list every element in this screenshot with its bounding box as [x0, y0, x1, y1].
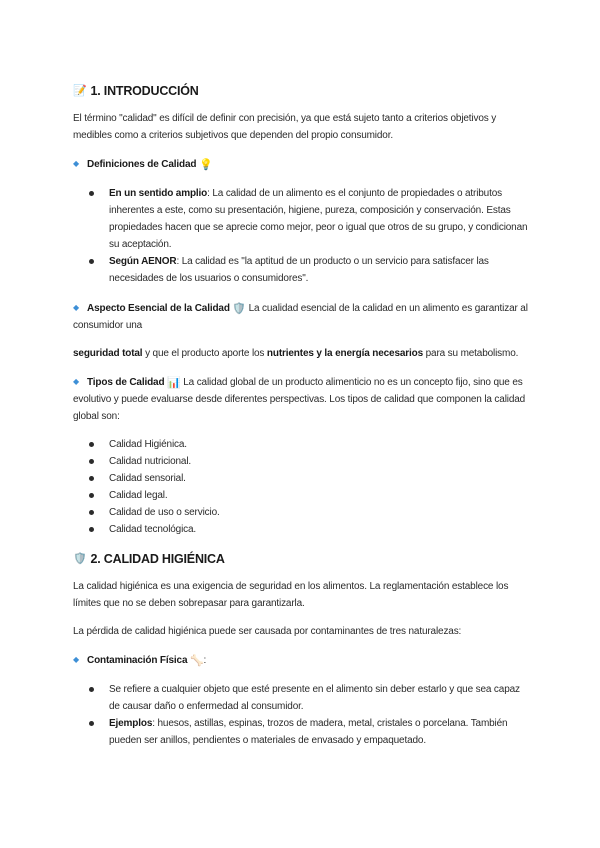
seguridad-total-text: seguridad total	[73, 348, 143, 359]
list-item	[88, 185, 531, 253]
aspecto-cont-text: y que el producto aporte los	[142, 348, 267, 359]
list-item: Calidad Higiénica.	[88, 436, 531, 453]
intro-paragraph: El término "calidad" es difícil de definir con precisión, ya que está sujeto tanto a criterios objetivos y medibles como a criterios subjetivos que dependen del propio consumidor.	[73, 113, 497, 141]
definition-text: : La calidad de un alimento es el conjunto de propiedades o atributos inherentes a este, como su presentación, higiene, pureza, composición y conservación. Estas propiedades hacen que se aprecie como mejor, peor o igual que otros de su grupo, y condicionan su aceptación.	[109, 188, 528, 250]
diamond-bullet-icon: ◆	[73, 303, 80, 312]
list-item	[88, 715, 531, 749]
definition-term: En un sentido amplio	[109, 188, 208, 199]
bar-chart-icon: 📊	[167, 377, 181, 389]
definiciones-heading: Definiciones de Calidad	[87, 159, 197, 170]
list-item: Calidad tecnológica.	[88, 521, 531, 538]
aspecto-text: La cualidad esencial de la calidad en un alimento es garantizar al consumidor una	[73, 303, 528, 331]
section-1-title: 1. INTRODUCCIÓN	[90, 84, 199, 98]
fisica-heading: Contaminación Física	[87, 655, 188, 666]
list-item: Calidad sensorial.	[88, 470, 531, 487]
definiciones-list	[88, 185, 531, 287]
fisica-suffix: :	[203, 655, 207, 666]
section-2-title: 2. CALIDAD HIGIÉNICA	[90, 552, 225, 566]
ejemplos-term: Ejemplos	[109, 718, 153, 729]
bone-icon: 🦴	[190, 655, 204, 667]
aspecto-continuation	[73, 345, 531, 362]
fisica-list	[88, 681, 531, 749]
higienica-paragraph-1: La calidad higiénica es una exigencia de seguridad en los alimentos. La reglamentación establece los límites que no se deben sobrepasar para garantizarla.	[73, 581, 509, 609]
aspecto-paragraph	[73, 299, 531, 334]
diamond-bullet-icon: ◆	[73, 377, 80, 386]
list-item: Calidad legal.	[88, 487, 531, 504]
definition-text: : La calidad es "la aptitud de un producto o un servicio para satisfacer las necesidades de los usuarios o consumidores".	[109, 256, 489, 284]
definiciones-subheading	[73, 155, 531, 173]
memo-icon: 📝	[73, 84, 87, 97]
aspecto-heading: Aspecto Esencial de la Calidad	[87, 303, 230, 314]
definition-term: Según AENOR	[109, 256, 177, 267]
list-item	[88, 253, 531, 287]
tipos-paragraph	[73, 373, 531, 425]
diamond-bullet-icon: ◆	[73, 655, 80, 664]
diamond-bullet-icon: ◆	[73, 159, 80, 168]
tipos-text: La calidad global de un producto alimenticio no es un concepto fijo, sino que es evolutivo y puede evaluarse desde diferentes perspectivas. Los tipos de calidad que componen la calidad global son:	[73, 377, 526, 422]
fisica-subheading	[73, 651, 531, 669]
fisica-text: Se refiere a cualquier objeto que esté presente en el alimento sin deber estarlo y que sea capaz de causar daño o enfermedad al consumidor.	[109, 684, 520, 712]
shield-icon: 🛡️	[73, 552, 87, 565]
ejemplos-text: : huesos, astillas, espinas, trozos de madera, metal, cristales o porcelana. También pueden ser anillos, pendientes o materiales de envasado y empaquetado.	[109, 718, 508, 746]
document-content	[73, 84, 531, 761]
section-1-heading	[73, 84, 531, 98]
list-item	[88, 681, 531, 715]
aspecto-cont-end: para su metabolismo.	[423, 348, 519, 359]
tipos-list	[88, 436, 531, 538]
shield-icon: 🛡️	[232, 303, 246, 315]
list-item: Calidad de uso o servicio.	[88, 504, 531, 521]
nutrientes-text: nutrientes y la energía necesarios	[266, 348, 424, 359]
section-2-heading	[73, 552, 531, 566]
tipos-heading: Tipos de Calidad	[87, 377, 165, 388]
list-item: Calidad nutricional.	[88, 453, 531, 470]
higienica-paragraph-2: La pérdida de calidad higiénica puede ser causada por contaminantes de tres naturalezas:	[73, 626, 462, 637]
lightbulb-icon: 💡	[199, 159, 213, 171]
